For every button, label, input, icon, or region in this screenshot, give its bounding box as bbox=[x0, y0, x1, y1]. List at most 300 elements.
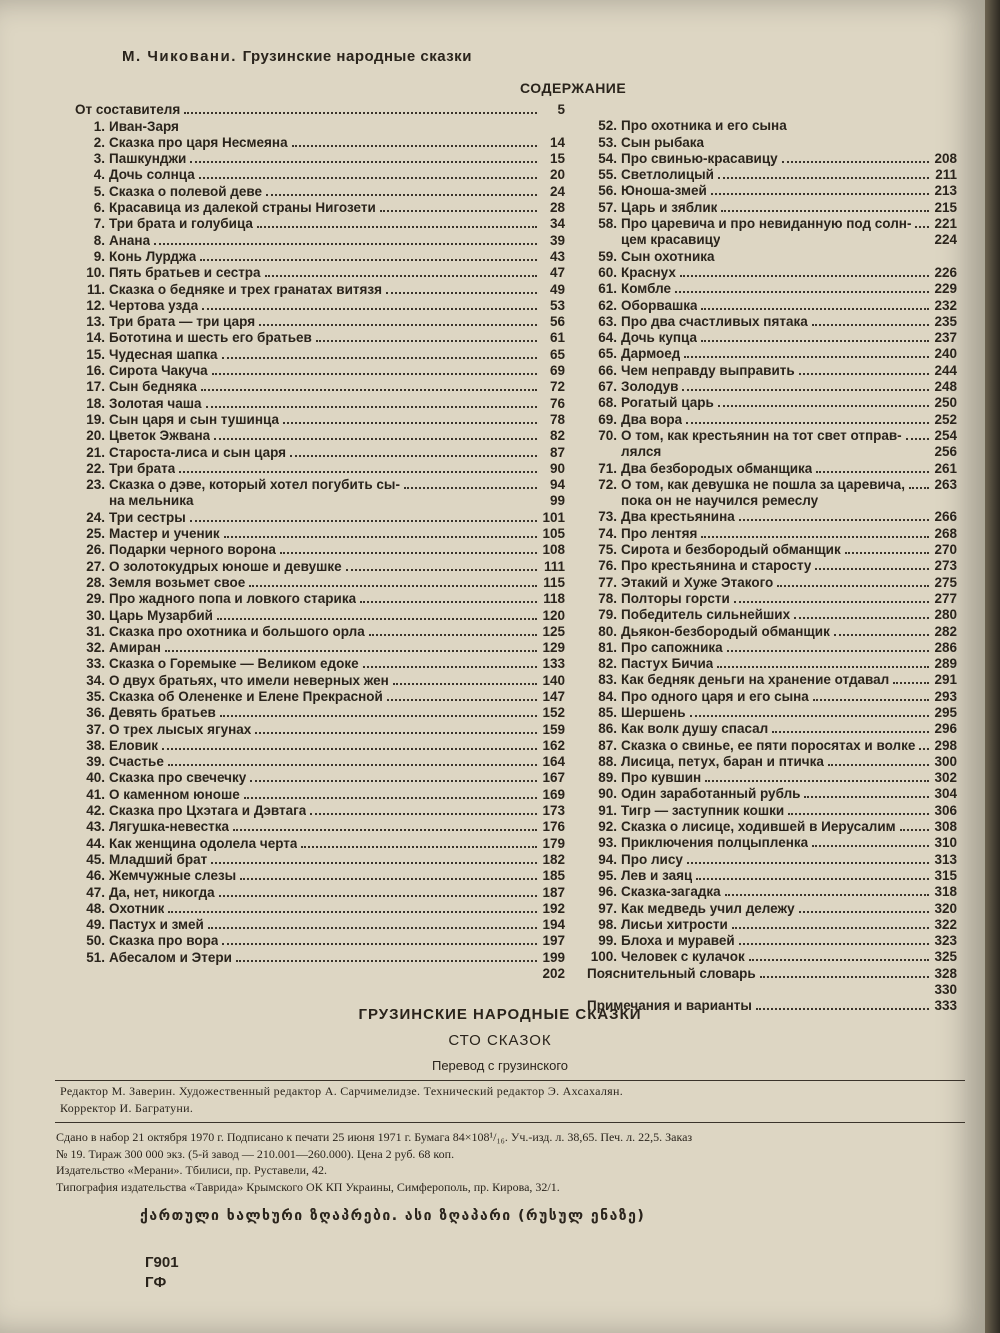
toc-entry-title: Про царевича и про невиданную под солн- bbox=[621, 216, 912, 232]
toc-entry-page: 286 bbox=[934, 639, 957, 655]
dot-leader bbox=[208, 927, 537, 929]
toc-entry-title: Сказка про охотника и большого орла bbox=[109, 623, 365, 639]
dot-leader bbox=[675, 291, 929, 293]
toc-entry-title: Как медведь учил дележу bbox=[621, 900, 795, 916]
toc-entry-page: 298 bbox=[934, 737, 957, 753]
toc-entry-title: Сын бедняка bbox=[109, 379, 197, 395]
dot-leader bbox=[684, 356, 929, 358]
toc-entry-title: Три брата bbox=[109, 460, 176, 476]
toc-entry bbox=[587, 493, 957, 509]
page-edge bbox=[985, 0, 1000, 1333]
toc-entry-page: 65 bbox=[549, 346, 565, 362]
dot-leader bbox=[168, 764, 537, 766]
toc-entry-number: 78. bbox=[598, 590, 617, 606]
toc-entry bbox=[587, 640, 957, 656]
toc-entry-title: Про свинью-красавицу bbox=[621, 150, 778, 166]
toc-entry-number: 15. bbox=[86, 346, 105, 362]
toc-entry-page: 56 bbox=[549, 314, 565, 330]
toc-entry-number: 13. bbox=[86, 314, 105, 330]
toc-entry bbox=[75, 102, 565, 118]
toc-entry bbox=[75, 852, 565, 868]
dot-leader bbox=[815, 568, 929, 570]
toc-entry-page: 325 bbox=[934, 949, 957, 965]
toc-entry-title: Царь и зяблик bbox=[621, 199, 718, 215]
toc-entry-page: 49 bbox=[549, 281, 565, 297]
toc-entry-title: Чертова узда bbox=[109, 297, 199, 313]
toc-entry-title: Сказка об Олененке и Елене Прекрасной bbox=[109, 688, 383, 704]
toc-entry-number: 55. bbox=[598, 167, 617, 183]
toc-entry-title: О трех лысых ягунах bbox=[109, 721, 252, 737]
dot-leader bbox=[772, 731, 929, 733]
toc-entry-number: 50. bbox=[86, 933, 105, 949]
toc-entry-page: 213 bbox=[934, 183, 957, 199]
toc-entry bbox=[587, 949, 957, 965]
toc-entry-number: 3. bbox=[93, 151, 105, 167]
toc-entry-number: 58. bbox=[598, 216, 617, 232]
toc-entry bbox=[75, 526, 565, 542]
toc-entry-page: 295 bbox=[934, 704, 957, 720]
dot-leader bbox=[200, 259, 537, 261]
toc-entry-title: цем красавицу bbox=[621, 232, 721, 248]
toc-entry bbox=[75, 412, 565, 428]
dot-leader bbox=[686, 422, 929, 424]
toc-entry-title: Сын рыбака bbox=[621, 134, 705, 150]
toc-entry-title: Абесалом и Этери bbox=[109, 949, 232, 965]
dot-leader bbox=[718, 405, 929, 407]
toc-entry-title: Как волк душу спасал bbox=[621, 721, 769, 737]
toc-entry-title: Золотая чаша bbox=[109, 395, 202, 411]
dot-leader bbox=[202, 308, 537, 310]
dot-leader bbox=[250, 780, 537, 782]
toc-entry-page: 208 bbox=[934, 150, 957, 166]
toc-entry-title: Про лентяя bbox=[621, 525, 698, 541]
toc-entry-number: 8. bbox=[93, 232, 105, 248]
dot-leader bbox=[222, 357, 537, 359]
toc-entry-title: Счастье bbox=[109, 754, 164, 770]
toc-entry bbox=[587, 688, 957, 704]
toc-entry-number: 5. bbox=[93, 183, 105, 199]
toc-entry-title: Шершень bbox=[621, 704, 686, 720]
toc-entry-title: Сказка о дэве, который хотел погубить сы- bbox=[109, 477, 400, 493]
toc-entry bbox=[75, 135, 565, 151]
toc-entry-title: Про сапожника bbox=[621, 639, 723, 655]
toc-entry bbox=[75, 949, 565, 965]
toc-entry-page: 53 bbox=[549, 297, 565, 313]
toc-entry-page: 310 bbox=[934, 835, 957, 851]
toc-entry bbox=[75, 656, 565, 672]
toc-entry-number: 28. bbox=[86, 574, 105, 590]
toc-entry-number: 80. bbox=[598, 623, 617, 639]
toc-entry-title: Сказка о полевой деве bbox=[109, 183, 262, 199]
toc-entry-number: 68. bbox=[598, 395, 617, 411]
toc-entry-page: 306 bbox=[934, 802, 957, 818]
toc-entry-title: О том, как крестьянин на тот свет отправ- bbox=[621, 427, 902, 443]
toc-entry-number: 85. bbox=[598, 704, 617, 720]
toc-entry-page: 315 bbox=[934, 867, 957, 883]
toc-entry-number: 69. bbox=[598, 411, 617, 427]
toc-entry bbox=[587, 558, 957, 574]
toc-entry-number: 56. bbox=[598, 183, 617, 199]
dot-leader bbox=[804, 796, 929, 798]
toc-entry-title: Тигр — заступник кошки bbox=[621, 802, 785, 818]
toc-entry-title: Лисьи хитрости bbox=[621, 916, 728, 932]
toc-entry bbox=[587, 134, 957, 150]
toc-entry-number: 27. bbox=[86, 558, 105, 574]
toc-entry bbox=[75, 901, 565, 917]
toc-entry-number: 36. bbox=[86, 705, 105, 721]
toc-entry-page: 167 bbox=[542, 770, 565, 786]
toc-entry-number: 37. bbox=[86, 721, 105, 737]
dot-leader bbox=[777, 585, 929, 587]
dot-leader bbox=[393, 683, 537, 685]
toc-entry-page: 147 bbox=[542, 688, 565, 704]
toc-entry-number: 82. bbox=[598, 656, 617, 672]
toc-entry-title: Пять братьев и сестра bbox=[109, 265, 261, 281]
toc-entry-number: 35. bbox=[86, 688, 105, 704]
toc-entry bbox=[75, 754, 565, 770]
toc-entry bbox=[75, 151, 565, 167]
toc-entry-number: 49. bbox=[86, 917, 105, 933]
toc-entry-page: 323 bbox=[934, 933, 957, 949]
toc-entry bbox=[75, 363, 565, 379]
catalog-code: Г901 bbox=[145, 1254, 179, 1271]
toc-entry-number: 52. bbox=[598, 118, 617, 134]
toc-entry-number: 67. bbox=[598, 379, 617, 395]
toc-entry bbox=[587, 786, 957, 802]
dot-leader bbox=[696, 878, 929, 880]
dot-leader bbox=[701, 536, 929, 538]
dot-leader bbox=[360, 601, 537, 603]
dot-leader bbox=[782, 161, 929, 163]
toc-entry-number: 66. bbox=[598, 362, 617, 378]
toc-entry-page: 169 bbox=[542, 786, 565, 802]
dot-leader bbox=[240, 878, 537, 880]
toc-entry-page: 118 bbox=[543, 591, 565, 607]
toc-entry-number: 32. bbox=[86, 640, 105, 656]
toc-entry bbox=[75, 917, 565, 933]
toc-entry bbox=[587, 917, 957, 933]
toc-title: СОДЕРЖАНИЕ bbox=[520, 80, 627, 96]
toc-entry-number: 31. bbox=[86, 623, 105, 639]
toc-entry bbox=[587, 933, 957, 949]
credits-line: Редактор М. Заверин. Художественный редактор А. Сарчимелидзе. Технический редактор Э. Ахсахалян. bbox=[60, 1084, 623, 1098]
toc-entry-number: 4. bbox=[93, 167, 105, 183]
dot-leader bbox=[190, 161, 537, 163]
toc-entry-number: 99. bbox=[598, 933, 617, 949]
toc-entry-title: О том, как девушка не пошла за царевича, bbox=[621, 476, 905, 492]
dot-leader bbox=[301, 846, 537, 848]
toc-entry-page: 101 bbox=[542, 509, 565, 525]
catalog-codes bbox=[145, 1253, 179, 1293]
dot-leader bbox=[184, 112, 537, 114]
toc-entry-title: Сказка о лисице, ходившей в Иерусалим bbox=[621, 819, 896, 835]
dot-leader bbox=[893, 682, 929, 684]
toc-entry-number: 95. bbox=[598, 867, 617, 883]
toc-entry-page: 159 bbox=[542, 721, 565, 737]
dot-leader bbox=[257, 226, 537, 228]
toc-entry-number: 19. bbox=[86, 411, 105, 427]
toc-entry-page: 176 bbox=[542, 819, 565, 835]
toc-entry bbox=[75, 558, 565, 574]
toc-entry bbox=[587, 835, 957, 851]
toc-entry-title: Про одного царя и его сына bbox=[621, 688, 809, 704]
toc-entry-page: 72 bbox=[549, 379, 565, 395]
toc-entry-number: 90. bbox=[598, 786, 617, 802]
toc-entry bbox=[75, 298, 565, 314]
toc-entry-page: 270 bbox=[934, 542, 957, 558]
toc-entry bbox=[75, 281, 565, 297]
dot-leader bbox=[206, 406, 537, 408]
toc-entry bbox=[75, 884, 565, 900]
dot-leader bbox=[217, 618, 537, 620]
toc-entry bbox=[587, 151, 957, 167]
toc-entry-page: 179 bbox=[542, 835, 565, 851]
toc-entry bbox=[75, 461, 565, 477]
toc-entry-number: 38. bbox=[86, 737, 105, 753]
dot-leader bbox=[386, 292, 537, 294]
toc-entry-title: Пояснительный словарь bbox=[587, 965, 756, 981]
toc-entry-number: 61. bbox=[598, 281, 617, 297]
toc-entry bbox=[75, 330, 565, 346]
toc-entry-number: 88. bbox=[598, 753, 617, 769]
toc-entry-page: 61 bbox=[549, 330, 565, 346]
dot-leader bbox=[179, 471, 537, 473]
dot-leader bbox=[717, 666, 929, 668]
toc-entry-page: 140 bbox=[542, 672, 565, 688]
toc-entry-number: 18. bbox=[86, 395, 105, 411]
toc-entry-number: 100. bbox=[590, 949, 617, 965]
toc-entry-title: Примечания и варианты bbox=[587, 998, 752, 1014]
toc-entry-title: Этакий и Хуже Этакого bbox=[621, 574, 774, 590]
dot-leader bbox=[244, 797, 537, 799]
toc-entry-number: 17. bbox=[86, 379, 105, 395]
toc-entry-title: От составителя bbox=[75, 102, 181, 118]
header-author: М. Чиковани. bbox=[122, 48, 237, 65]
toc-entry-number: 51. bbox=[86, 949, 105, 965]
dot-leader bbox=[316, 340, 537, 342]
toc-entry-number: 97. bbox=[598, 900, 617, 916]
toc-entry bbox=[75, 689, 565, 705]
dot-leader bbox=[812, 845, 929, 847]
toc-entry bbox=[75, 607, 565, 623]
toc-entry bbox=[587, 216, 957, 232]
dot-leader bbox=[162, 748, 537, 750]
toc-entry-page: 333 bbox=[934, 998, 957, 1014]
toc-entry-page: 328 bbox=[934, 965, 957, 981]
toc-entry-title: Дьякон-безбородый обманщик bbox=[621, 623, 830, 639]
toc-entry-page: 111 bbox=[543, 558, 565, 574]
dot-leader bbox=[794, 617, 929, 619]
toc-entry-number: 42. bbox=[86, 803, 105, 819]
toc-entry-number: 86. bbox=[598, 721, 617, 737]
toc-entry-page: 194 bbox=[542, 917, 565, 933]
toc-entry-title: Красавица из далекой страны Нигозети bbox=[109, 200, 376, 216]
dot-leader bbox=[845, 552, 929, 554]
dot-leader bbox=[799, 911, 929, 913]
toc-entry-number: 60. bbox=[598, 264, 617, 280]
toc-entry-page: 39 bbox=[549, 232, 565, 248]
toc-entry-page: 105 bbox=[542, 526, 565, 542]
print-line: Издательство «Мерани». Тбилиси, пр. Руставели, 42. bbox=[56, 1163, 327, 1177]
dot-leader bbox=[816, 471, 929, 473]
toc-entry-title: на мельника bbox=[109, 493, 194, 509]
toc-entry-page: 20 bbox=[549, 167, 565, 183]
toc-entry bbox=[75, 819, 565, 835]
toc-entry bbox=[75, 770, 565, 786]
toc-entry-title: Пастух Бичиа bbox=[621, 656, 714, 672]
toc-entry-title: Пастух и змей bbox=[109, 917, 204, 933]
toc-entry bbox=[587, 183, 957, 199]
toc-entry bbox=[587, 868, 957, 884]
toc-entry-page: 47 bbox=[549, 265, 565, 281]
toc-entry-number: 40. bbox=[86, 770, 105, 786]
toc-entry-page: 308 bbox=[934, 819, 957, 835]
toc-entry-title: Как женщина одолела черта bbox=[109, 835, 298, 851]
toc-entry-title: Сирота и безбородый обманщик bbox=[621, 542, 841, 558]
toc-entry-title: Три брата и голубица bbox=[109, 216, 253, 232]
toc-entry bbox=[75, 118, 565, 134]
toc-entry-number: 45. bbox=[86, 851, 105, 867]
toc-entry-page: 322 bbox=[934, 916, 957, 932]
toc-entry-title: Сказка про свечечку bbox=[109, 770, 247, 786]
toc-entry-page: 24 bbox=[549, 183, 565, 199]
dot-leader bbox=[280, 552, 537, 554]
toc-entry-number: 79. bbox=[598, 607, 617, 623]
toc-entry-number: 44. bbox=[86, 835, 105, 851]
toc-entry-number: 2. bbox=[93, 134, 105, 150]
toc-entry bbox=[587, 754, 957, 770]
header-source: Грузинские народные сказки bbox=[242, 48, 472, 65]
toc-entry bbox=[75, 786, 565, 802]
toc-entry bbox=[587, 705, 957, 721]
toc-entry-page: 304 bbox=[934, 786, 957, 802]
toc-entry-title: Светлолицый bbox=[621, 167, 714, 183]
toc-entry-number: 98. bbox=[598, 916, 617, 932]
dot-leader bbox=[255, 732, 537, 734]
toc-entry-page: 162 bbox=[542, 737, 565, 753]
toc-entry-page: 300 bbox=[934, 753, 957, 769]
toc-entry-number: 72. bbox=[598, 476, 617, 492]
toc-entry-title: Сказка о бедняке и трех гранатах витязя bbox=[109, 281, 382, 297]
toc-entry-page: 211 bbox=[935, 167, 957, 183]
toc-entry-number: 71. bbox=[598, 460, 617, 476]
toc-entry bbox=[587, 591, 957, 607]
toc-entry-page: 268 bbox=[934, 525, 957, 541]
toc-entry-page: 229 bbox=[934, 281, 957, 297]
toc-entry bbox=[587, 982, 957, 998]
toc-entry-number: 9. bbox=[93, 248, 105, 264]
dot-leader bbox=[760, 976, 929, 978]
toc-entry bbox=[587, 330, 957, 346]
dot-leader bbox=[265, 275, 537, 277]
toc-entry bbox=[587, 607, 957, 623]
toc-entry-title: Царь Музарбий bbox=[109, 607, 213, 623]
print-line: Сдано в набор 21 октября 1970 г. Подписано к печати 25 июня 1971 г. Бумага 84×108¹/₁₆. Уч.-изд. л. 38,65. Печ. л. 22,5. Заказ bbox=[56, 1130, 693, 1144]
toc-entry-page: 129 bbox=[542, 640, 565, 656]
toc-entry-page: 293 bbox=[934, 688, 957, 704]
toc-entry-title: Про охотника и его сына bbox=[621, 118, 787, 134]
dot-leader bbox=[224, 536, 537, 538]
toc-entry-title: Охотник bbox=[109, 900, 165, 916]
toc-entry-title: Подарки черного ворона bbox=[109, 542, 276, 558]
toc-entry-title: Приключения полцыпленка bbox=[621, 835, 809, 851]
toc-entry bbox=[75, 346, 565, 362]
toc-entry bbox=[75, 444, 565, 460]
toc-entry-page: 261 bbox=[934, 460, 957, 476]
dot-leader bbox=[813, 699, 929, 701]
toc-entry-number: 87. bbox=[598, 737, 617, 753]
toc-entry-page: 244 bbox=[934, 362, 957, 378]
toc-entry-number: 65. bbox=[598, 346, 617, 362]
dot-leader bbox=[310, 813, 537, 815]
toc-entry-page: 164 bbox=[542, 754, 565, 770]
toc-entry-number: 11. bbox=[86, 281, 105, 297]
toc-entry-title: Чудесная шапка bbox=[109, 346, 218, 362]
toc-entry-title: Сын охотника bbox=[621, 248, 715, 264]
toc-entry-number: 47. bbox=[86, 884, 105, 900]
toc-entry-page: 43 bbox=[549, 248, 565, 264]
toc-entry-page: 87 bbox=[549, 444, 565, 460]
toc-entry-page: 5 bbox=[557, 102, 565, 118]
toc-entry-page: 34 bbox=[549, 216, 565, 232]
imprint-title: ГРУЗИНСКИЕ НАРОДНЫЕ СКАЗКИ bbox=[358, 1006, 642, 1023]
toc-entry-number: 76. bbox=[598, 558, 617, 574]
toc-entry bbox=[587, 623, 957, 639]
toc-entry-page: 187 bbox=[542, 884, 565, 900]
toc-entry-number: 24. bbox=[86, 509, 105, 525]
toc-entry-title: Про лису bbox=[621, 851, 683, 867]
imprint-subtitle: СТО СКАЗОК bbox=[448, 1032, 552, 1049]
toc-entry-page: 94 bbox=[549, 477, 565, 493]
toc-entry-number: 92. bbox=[598, 819, 617, 835]
toc-entry-number: 57. bbox=[598, 199, 617, 215]
dot-leader bbox=[721, 210, 929, 212]
toc-entry-page: 282 bbox=[934, 623, 957, 639]
toc-entry-page: 318 bbox=[934, 884, 957, 900]
toc-entry-title: Победитель сильнейших bbox=[621, 607, 791, 623]
toc-entry-page: 69 bbox=[549, 363, 565, 379]
catalog-code: ГФ bbox=[145, 1274, 167, 1291]
toc-entry-number: 33. bbox=[86, 656, 105, 672]
toc-entry bbox=[587, 297, 957, 313]
print-info bbox=[56, 1129, 961, 1195]
toc-entry-number: 48. bbox=[86, 900, 105, 916]
book-header bbox=[122, 48, 542, 65]
toc-entry-page: 235 bbox=[934, 313, 957, 329]
toc-entry-number: 91. bbox=[598, 802, 617, 818]
toc-entry bbox=[75, 868, 565, 884]
dot-leader bbox=[718, 177, 929, 179]
dot-leader bbox=[283, 422, 537, 424]
toc-entry bbox=[587, 411, 957, 427]
toc-entry-page: 275 bbox=[934, 574, 957, 590]
divider bbox=[55, 1080, 965, 1081]
toc-entry-title: Мастер и ученик bbox=[109, 526, 220, 542]
dot-leader bbox=[168, 911, 537, 913]
dot-leader bbox=[727, 650, 929, 652]
toc-entry-title: Сказка про царя Несмеяна bbox=[109, 134, 288, 150]
toc-entry-title: Сказка о свинье, ее пяти поросятах и волке bbox=[621, 737, 916, 753]
dot-leader bbox=[249, 585, 537, 587]
toc-entry bbox=[75, 721, 565, 737]
dot-leader bbox=[682, 389, 929, 391]
toc-entry bbox=[587, 737, 957, 753]
dot-leader bbox=[220, 715, 537, 717]
toc-entry-number: 43. bbox=[86, 819, 105, 835]
toc-entry-page: 263 bbox=[934, 476, 957, 492]
toc-entry-title: Полторы горсти bbox=[621, 590, 730, 606]
toc-entry bbox=[75, 966, 565, 982]
